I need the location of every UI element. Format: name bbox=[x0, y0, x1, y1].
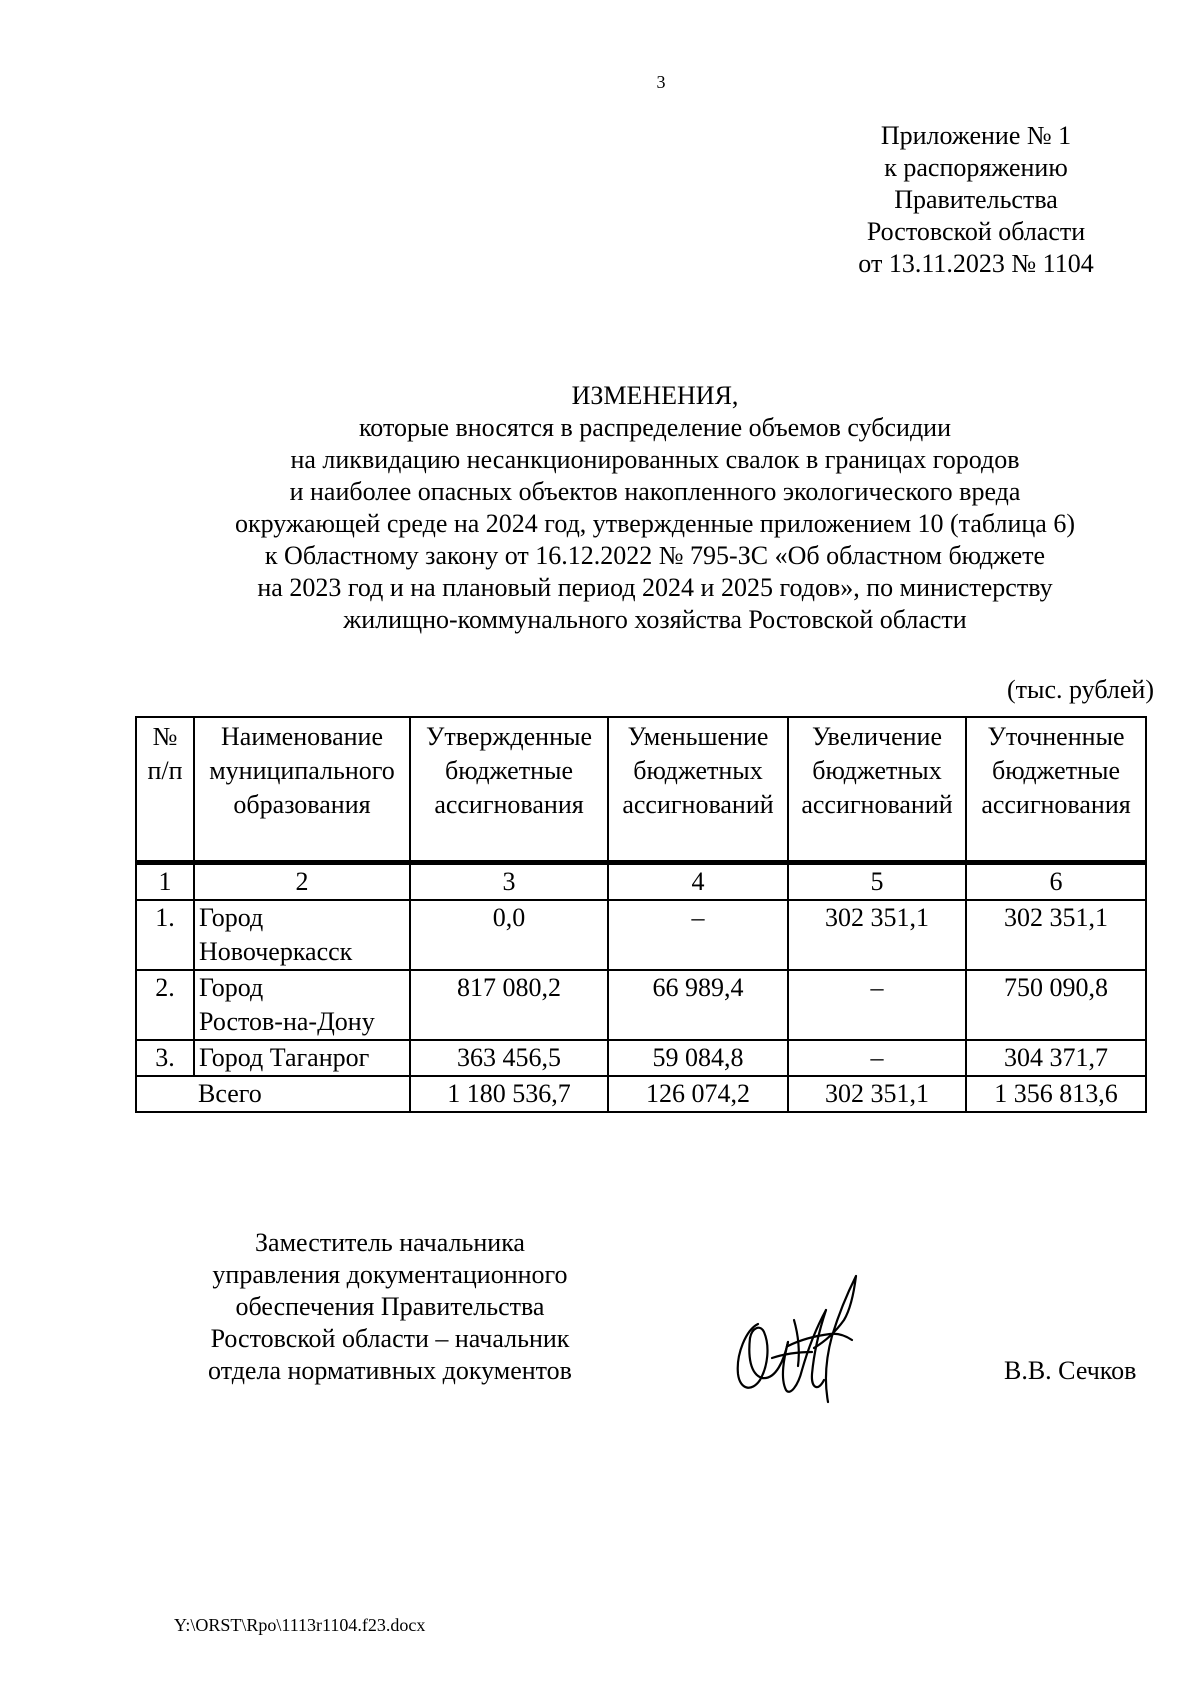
appendix-line: от 13.11.2023 № 1104 bbox=[858, 249, 1094, 278]
decrease-value: 66 989,4 bbox=[608, 970, 788, 1040]
header-text: п/п bbox=[147, 756, 183, 785]
title-line: к Областному закону от 16.12.2022 № 795-ЗС «Об областном бюджете bbox=[264, 541, 1046, 570]
municipality-name bbox=[194, 970, 410, 1040]
header-cell-increase bbox=[788, 717, 966, 863]
header-cell-approved bbox=[410, 717, 608, 863]
handwritten-signature bbox=[728, 1262, 868, 1407]
increase-value: – bbox=[788, 1040, 966, 1076]
header-text: Уточненные bbox=[987, 722, 1125, 751]
file-path: Y:\ORST\Rpo\1113r1104.f23.docx bbox=[174, 1615, 426, 1635]
appendix-block bbox=[836, 120, 1116, 280]
document-title bbox=[180, 380, 1130, 636]
revised-value: 304 371,7 bbox=[966, 1040, 1146, 1076]
header-cell-name bbox=[194, 717, 410, 863]
header-text: ассигнования bbox=[981, 790, 1131, 819]
decrease-value: – bbox=[608, 900, 788, 970]
table-row bbox=[136, 900, 1146, 970]
column-number-row bbox=[136, 863, 1146, 901]
header-text: ассигнования bbox=[434, 790, 584, 819]
signer-title-line: обеспечения Правительства bbox=[235, 1292, 545, 1321]
title-line: окружающей среде на 2024 год, утвержденные приложением 10 (таблица 6) bbox=[235, 509, 1075, 538]
approved-value: 817 080,2 bbox=[410, 970, 608, 1040]
decrease-value: 59 084,8 bbox=[608, 1040, 788, 1076]
increase-value: 302 351,1 bbox=[788, 900, 966, 970]
title-line: на 2023 год и на плановый период 2024 и 2025 годов», по министерству bbox=[257, 573, 1053, 602]
column-number: 6 bbox=[966, 863, 1146, 901]
signer-name: В.В. Сечков bbox=[1004, 1356, 1137, 1385]
header-text: бюджетных bbox=[812, 756, 942, 785]
signer-title bbox=[170, 1227, 610, 1387]
signer-title-line: отдела нормативных документов bbox=[208, 1356, 572, 1385]
header-text: Уменьшение bbox=[627, 722, 769, 751]
header-text: ассигнований bbox=[622, 790, 774, 819]
table-total-row bbox=[136, 1076, 1146, 1112]
column-number: 5 bbox=[788, 863, 966, 901]
municipality-name-line: Город Таганрог bbox=[199, 1043, 370, 1072]
municipality-name-line: Ростов-на-Дону bbox=[199, 1007, 375, 1036]
header-text: бюджетных bbox=[633, 756, 763, 785]
appendix-line: Правительства bbox=[894, 185, 1058, 214]
header-text: муниципального bbox=[209, 756, 395, 785]
page-number: 3 bbox=[656, 72, 666, 92]
header-cell-decrease bbox=[608, 717, 788, 863]
header-text: бюджетные bbox=[991, 756, 1120, 785]
units-label: (тыс. рублей) bbox=[1006, 675, 1154, 704]
total-label: Всего bbox=[194, 1076, 410, 1112]
municipality-name bbox=[194, 1040, 410, 1076]
total-empty-cell bbox=[136, 1076, 194, 1112]
appendix-line: Приложение № 1 bbox=[880, 121, 1072, 150]
signer-title-line: Заместитель начальника bbox=[255, 1228, 525, 1257]
title-line: и наиболее опасных объектов накопленного экологического вреда bbox=[289, 477, 1021, 506]
header-text: бюджетные bbox=[444, 756, 573, 785]
row-number: 3. bbox=[136, 1040, 194, 1076]
header-text: ассигнований bbox=[801, 790, 953, 819]
municipality-name-line: Город bbox=[199, 973, 264, 1002]
title-line: жилищно-коммунального хозяйства Ростовской области bbox=[343, 605, 967, 634]
header-text: Наименование bbox=[221, 722, 383, 751]
row-number: 2. bbox=[136, 970, 194, 1040]
column-number: 2 bbox=[194, 863, 410, 901]
header-text: Увеличение bbox=[811, 722, 942, 751]
header-cell-revised bbox=[966, 717, 1146, 863]
header-text: № bbox=[152, 722, 178, 751]
row-number: 1. bbox=[136, 900, 194, 970]
revised-value: 750 090,8 bbox=[966, 970, 1146, 1040]
column-number: 3 bbox=[410, 863, 608, 901]
appendix-line: Ростовской области bbox=[866, 217, 1086, 246]
table-header-row bbox=[136, 717, 1146, 863]
table-row bbox=[136, 1040, 1146, 1076]
revised-value: 302 351,1 bbox=[966, 900, 1146, 970]
header-cell-number bbox=[136, 717, 194, 863]
appendix-line: к распоряжению bbox=[884, 153, 1068, 182]
table-row bbox=[136, 970, 1146, 1040]
approved-value: 0,0 bbox=[410, 900, 608, 970]
column-number: 4 bbox=[608, 863, 788, 901]
column-number: 1 bbox=[136, 863, 194, 901]
increase-value: – bbox=[788, 970, 966, 1040]
budget-table bbox=[135, 716, 1147, 1113]
total-revised: 1 356 813,6 bbox=[966, 1076, 1146, 1112]
title-line: на ликвидацию несанкционированных свалок в границах городов bbox=[290, 445, 1020, 474]
municipality-name bbox=[194, 900, 410, 970]
municipality-name-line: Новочеркасск bbox=[199, 937, 353, 966]
total-decrease: 126 074,2 bbox=[608, 1076, 788, 1112]
title-heading: ИЗМЕНЕНИЯ, bbox=[571, 381, 739, 410]
total-increase: 302 351,1 bbox=[788, 1076, 966, 1112]
signer-title-line: управления документационного bbox=[212, 1260, 568, 1289]
total-approved: 1 180 536,7 bbox=[410, 1076, 608, 1112]
header-text: образования bbox=[233, 790, 371, 819]
municipality-name-line: Город bbox=[199, 903, 264, 932]
title-line: которые вносятся в распределение объемов субсидии bbox=[358, 413, 952, 442]
header-text: Утвержденные bbox=[425, 722, 592, 751]
signer-title-line: Ростовской области – начальник bbox=[210, 1324, 570, 1353]
approved-value: 363 456,5 bbox=[410, 1040, 608, 1076]
